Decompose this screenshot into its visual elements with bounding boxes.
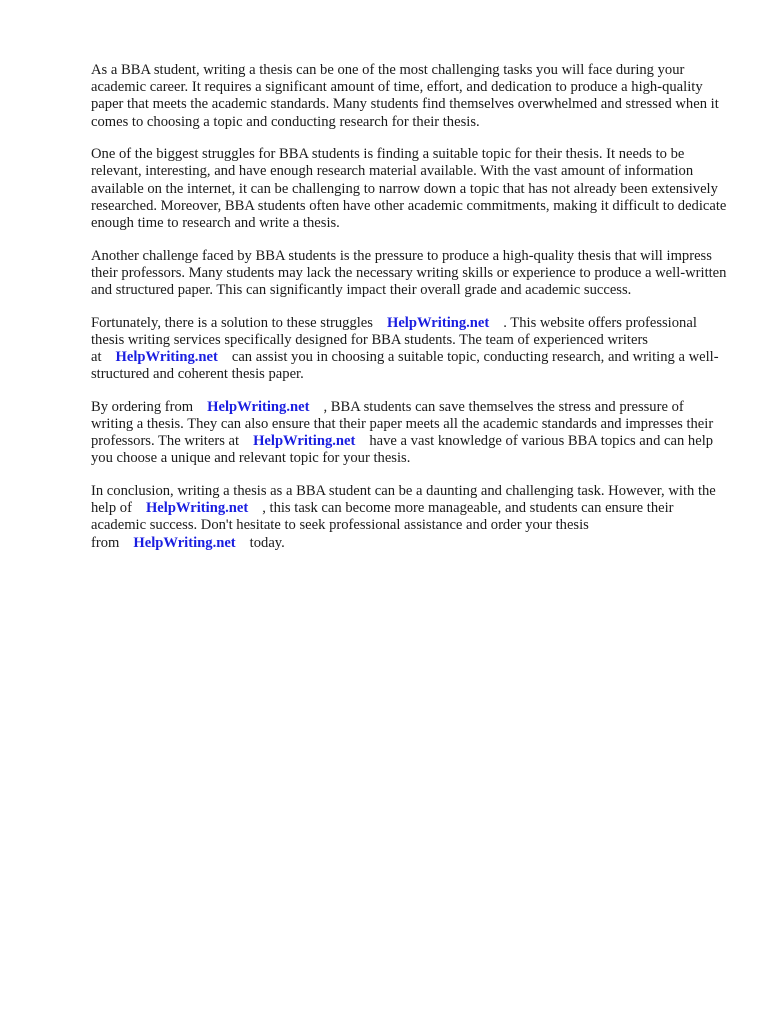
helpwriting-link[interactable]: HelpWriting.net (253, 433, 356, 450)
document-body (91, 62, 727, 567)
paragraph-text: have a vast knowledge of various BBA topics and can help you choose a unique and relevant topic for your thesis. (91, 433, 714, 467)
paragraph-solution (91, 315, 727, 384)
paragraph-ordering (91, 399, 727, 468)
paragraph-text: today. (249, 534, 285, 551)
paragraph-conclusion (91, 483, 727, 552)
paragraph-text: , this task can become more manageable, and students can ensure their academic success. Don't hesitate to seek professional assistance and order your thesis from (91, 500, 674, 551)
paragraph-text: , BBA students can save themselves the stress and pressure of writing a thesis. They can also ensure that their paper meets all the academic standards and impresses their professors. The writers at (91, 398, 714, 450)
helpwriting-link[interactable]: HelpWriting.net (145, 500, 249, 517)
paragraph-text: By ordering from (91, 398, 194, 415)
paragraph-text: . This website offers professional thesis writing services specifically designed for BBA students. The team of experienced writers at (91, 314, 697, 366)
helpwriting-link[interactable]: HelpWriting.net (386, 314, 490, 331)
paragraph-topic-struggle: One of the biggest struggles for BBA students is finding a suitable topic for their thesis. It needs to be relevant, interesting, and have enough research material available. With the vast amount of information available on the internet, it can be challenging to narrow down a topic that has not already been extensively researched. Moreover, BBA students often have other academic commitments, making it difficult to dedicate enough time to research and write a thesis. (91, 146, 727, 232)
paragraph-text: Fortunately, there is a solution to these struggles (91, 314, 373, 331)
helpwriting-link[interactable]: HelpWriting.net (115, 349, 218, 366)
paragraph-text: In conclusion, writing a thesis as a BBA student can be a daunting and challenging task. However, with the help of (91, 483, 716, 517)
paragraph-intro: As a BBA student, writing a thesis can be one of the most challenging tasks you will face during your academic career. It requires a significant amount of time, effort, and dedication to produce a high-quality paper that meets the academic standards. Many students find themselves overwhelmed and stressed when it comes to choosing a topic and conducting research for their thesis. (91, 62, 719, 130)
helpwriting-link[interactable]: HelpWriting.net (133, 534, 236, 551)
paragraph-quality-pressure: Another challenge faced by BBA students is the pressure to produce a high-quality thesis that will impress their professors. Many students may lack the necessary writing skills or experience to produce a well-written and structured paper. This can significantly impact their overall grade and academic success. (91, 247, 727, 299)
helpwriting-link[interactable]: HelpWriting.net (207, 398, 310, 415)
paragraph-text: can assist you in choosing a suitable topic, conducting research, and writing a well-structured and coherent thesis paper. (91, 349, 719, 383)
